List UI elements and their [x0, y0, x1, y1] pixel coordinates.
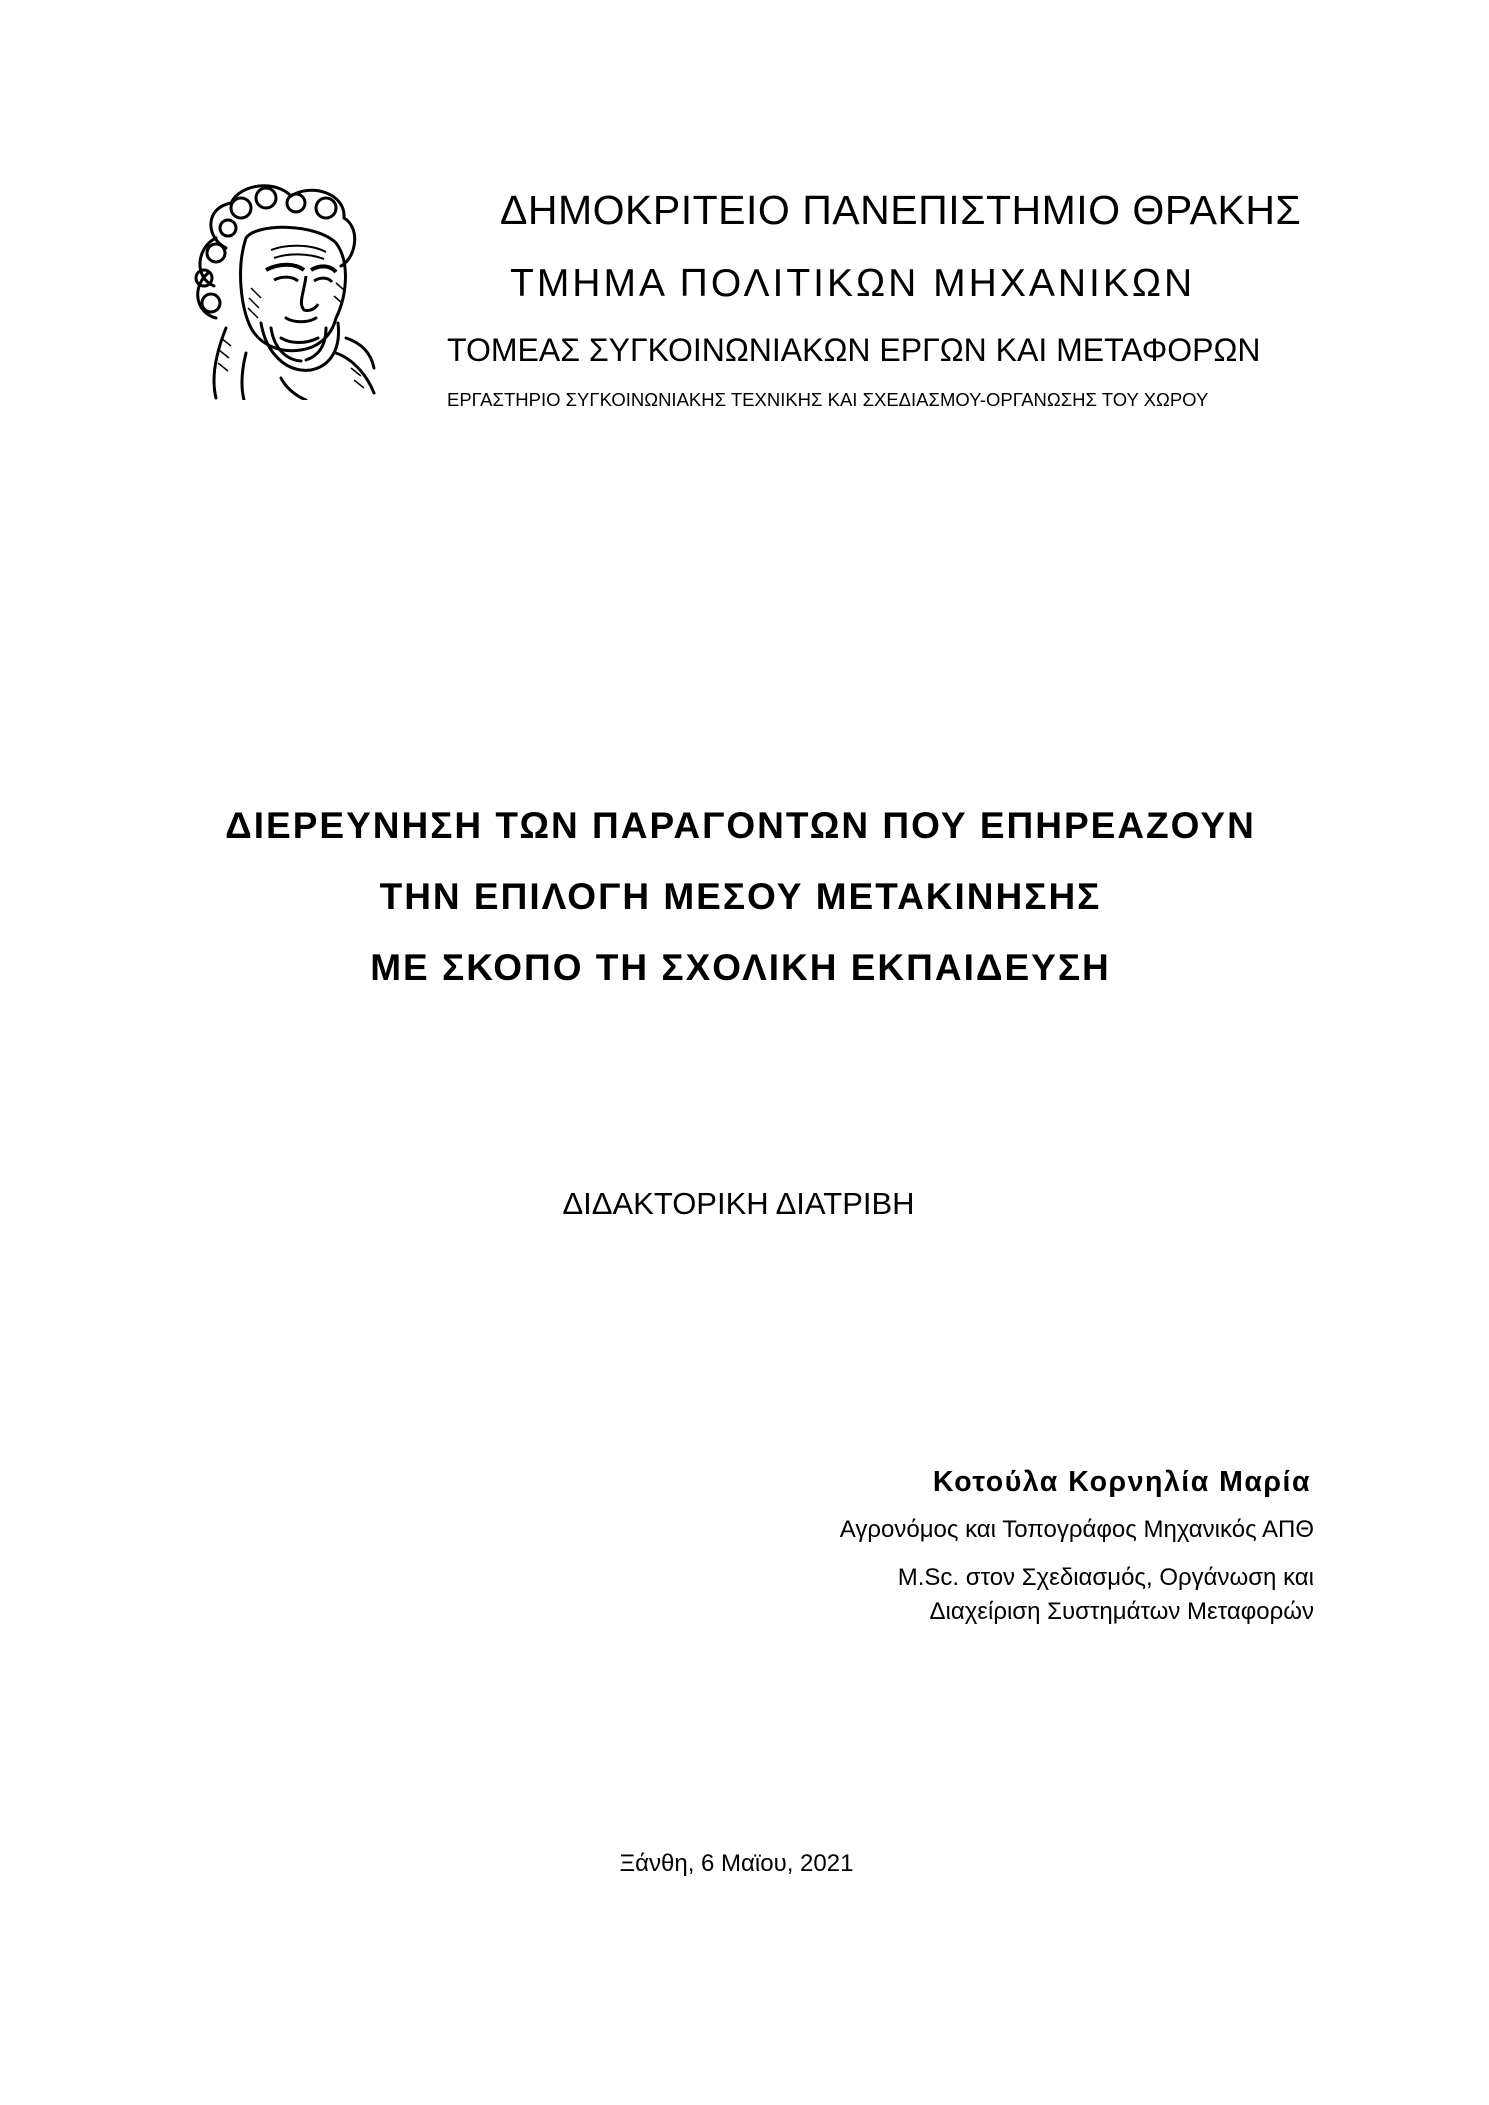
- thesis-title-line-2: ΤΗΝ ΕΠΙΛΟΓΗ ΜΕΣΟΥ ΜΕΤΑΚΙΝΗΣΗΣ: [379, 876, 1102, 917]
- thesis-title-line-1: ΔΙΕΡΕΥΝΗΣΗ ΤΩΝ ΠΑΡΑΓΟΝΤΩΝ ΠΟΥ ΕΠΗΡΕΑΖΟΥΝ: [225, 805, 1256, 846]
- place-and-date: Ξάνθη, 6 Μαϊου, 2021: [619, 1850, 854, 1877]
- author-msc-line-1: M.Sc. στον Σχεδιασμός, Οργάνωση και: [897, 1564, 1314, 1591]
- department-name: ΤΜΗΜΑ ΠΟΛΙΤΙΚΩΝ ΜΗΧΑΝΙΚΩΝ: [510, 262, 1196, 305]
- laboratory-name: ΕΡΓΑΣΤΗΡΙΟ ΣΥΓΚΟΙΝΩΝΙΑΚΗΣ ΤΕΧΝΙΚΗΣ ΚΑΙ ΣΧΕΔΙΑΣΜΟΥ-ΟΡΓΑΝΩΣΗΣ ΤΟΥ ΧΩΡΟΥ: [447, 389, 1209, 410]
- sector-name: ΤΟΜΕΑΣ ΣΥΓΚΟΙΝΩΝΙΑΚΩΝ ΕΡΓΩΝ ΚΑΙ ΜΕΤΑΦΟΡΩΝ: [447, 332, 1261, 368]
- author-degree: Αγρονόμος και Τοπογράφος Μηχανικός ΑΠΘ: [839, 1516, 1314, 1543]
- author-name: Κοτούλα Κορνηλία Μαρία: [932, 1466, 1311, 1498]
- document-type: ΔΙΔΑΚΤΟΡΙΚΗ ΔΙΑΤΡΙΒΗ: [562, 1186, 915, 1221]
- university-name: ΔΗΜΟΚΡΙΤΕΙΟ ΠΑΝΕΠΙΣΤΗΜΙΟ ΘΡΑΚΗΣ: [500, 187, 1302, 233]
- author-msc-line-2: Διαχείριση Συστημάτων Μεταφορών: [929, 1598, 1314, 1625]
- democritus-bust-logo-icon: [186, 178, 376, 400]
- thesis-title-line-3: ΜΕ ΣΚΟΠΟ ΤΗ ΣΧΟΛΙΚΗ ΕΚΠΑΙΔΕΥΣΗ: [370, 947, 1111, 988]
